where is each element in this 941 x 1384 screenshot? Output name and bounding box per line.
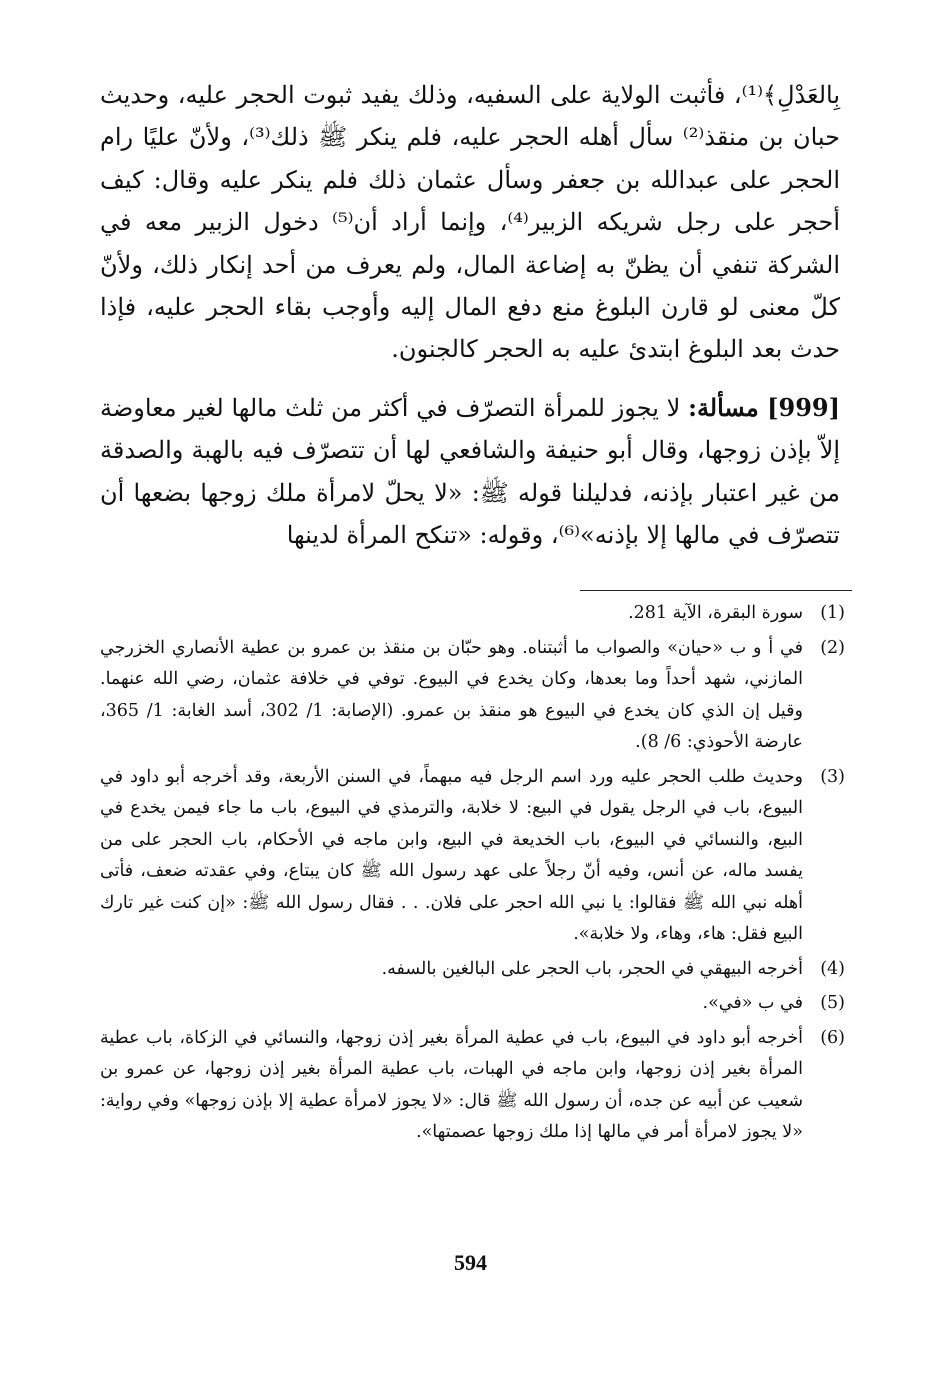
- footnote-number: (5): [820, 993, 845, 1013]
- footnote-5: [100, 988, 845, 1020]
- footnote-2: [100, 633, 845, 759]
- footnote-divider: [580, 590, 852, 591]
- footnote-1: [100, 598, 845, 630]
- footnote-number: (1): [820, 603, 845, 623]
- footnote-text: في ب «في».: [702, 993, 803, 1013]
- footnote-number: (2): [820, 637, 845, 658]
- footnote-3: [100, 762, 845, 951]
- paragraph-2-text: لا يجوز للمرأة التصرّف في أكثر من ثلث مالها لغير معاوضة إلاّ بإذن زوجها، وقال أبو حنيفة والشافعي لها أن تتصرّف فيه بالهبة والصدقة من غير اعتبار بإذنه، فدليلنا قوله ﷺ: «لا يحلّ لامرأة ملك زوجها بضعها أن تتصرّف في مالها إلا بإذنه»⁽⁶⁾، وقوله: «تنكح المرأة لدينها: [100, 393, 840, 550]
- footnote-text: أخرجه البيهقي في الحجر، باب الحجر على البالغين بالسفه.: [381, 958, 803, 979]
- footnote-number: (4): [820, 958, 845, 979]
- footnote-number: (6): [820, 1027, 845, 1048]
- page-number: 594: [454, 1250, 487, 1275]
- paragraph-1-text: بِالعَدْلِ﴾⁽¹⁾، فأثبت الولاية على السفيه، وذلك يفيد ثبوت الحجر عليه، وحديث حبان بن منقذ⁽²⁾ سأل أهله الحجر عليه، فلم ينكر ﷺ ذلك⁽³⁾، ولأنّ عليًا رام الحجر على عبدالله بن جعفر وسأل عثمان ذلك فلم ينكر عليه وقال: كيف أحجر على رجل شريكه الزبير⁽⁴⁾، وإنما أراد أن⁽⁵⁾ دخول الزبير معه في الشركة تنفي أن يظنّ به إضاعة المال، ولم يعرف من أحد إنكار ذلك، ولأنّ كلّ معنى لو قارن البلوغ منع دفع المال إليه وأوجب بقاء الحجر عليه، فإذا حدث بعد البلوغ ابتدئ عليه به الحجر كالجنون.: [100, 81, 841, 364]
- main-text: [100, 74, 840, 556]
- footnote-text: وحديث طلب الحجر عليه ورد اسم الرجل فيه مبهماً، في السنن الأربعة، وقد أخرجه أبو داود في البيوع، باب في الرجل يقول في البيع: لا خلابة، والترمذي في البيوع، باب ما جاء فيمن يخدع في البيع، والنسائي في البيوع، باب الخديعة في البيع، وابن ماجه في الأحكام، باب الحجر على من يفسد ماله، عن أنس، وفيه أنّ رجلاً على عهد رسول الله ﷺ كان يبتاع، وفي عقدته ضعف، فأتى أهله نبي الله ﷺ فقالوا: يا نبي الله احجر على فلان. . . فقال رسول الله ﷺ: «إن كنت غير تارك البيع فقل: هاء، وهاء، ولا خلابة».: [100, 766, 803, 944]
- footnote-6: [100, 1023, 845, 1149]
- footnotes-list: [100, 598, 845, 1152]
- footnote-4: [100, 954, 845, 986]
- footnote-text: أخرجه أبو داود في البيوع، باب في عطية المرأة بغير إذن زوجها، والنسائي في الزكاة، باب عطية المرأة بغير إذن زوجها، وابن ماجه في الهبات، باب عطية المرأة بغير إذن زوجها، عن عمرو بن شعيب عن أبيه عن جده، أن رسول الله ﷺ قال: «لا يجوز لامرأة عطية إلا بإذن زوجها» وفي رواية: «لا يجوز لامرأة أمر في مالها إذا ملك زوجها عصمتها».: [100, 1027, 803, 1142]
- footnote-number: (3): [820, 766, 845, 787]
- paragraph-1: [100, 74, 840, 371]
- footnote-text: في أ و ب «حيان» والصواب ما أثبتناه. وهو حبّان بن منقذ بن عمرو بن عطية الأنصاري الخزرجي المازني، شهد أحداً وما بعدها، وكان يخدع في البيوع. توفي في خلافة عثمان، رضي الله عنهما. وقيل إن الذي كان يخدع في البيوع هو منقذ بن عمرو. (الإصابة: 1/ 302، أسد الغابة: 1/ 365، عارضة الأحوذي: 6/ 8).: [100, 637, 804, 752]
- issue-heading: [999] مسألة:: [688, 392, 840, 422]
- paragraph-2: [100, 387, 840, 557]
- footnote-text: سورة البقرة، الآية 281.: [628, 603, 803, 623]
